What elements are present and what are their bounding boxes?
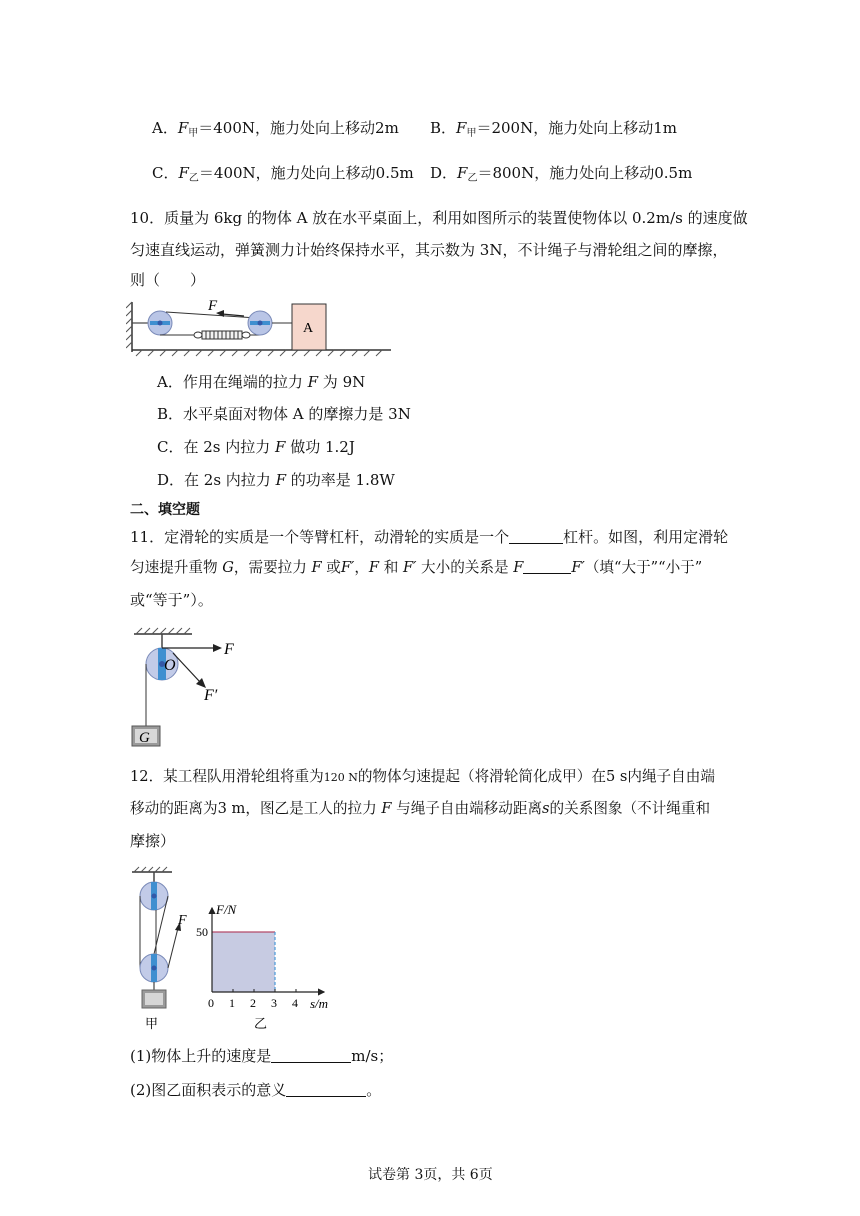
q11-figure-force2-label: F′ [204,687,218,704]
q9-option-a: A．$F_甲=400N$，施力处向上移动2m [152,119,399,139]
q11-stem-line2: 匀速提升重物 G，需要拉力 F 或F′，F 和 F′ 大小的关系是 F F′（填“大于”“小于” [130,559,703,576]
q10-stem-line3: 则（ ） [130,271,206,289]
q12-figure-force-label: F [178,913,187,928]
q10-stem-line1: 10．质量为 6kg 的物体 A 放在水平桌面上，利用如图所示的装置使物体以 0.2m/s 的速度做 [130,209,748,227]
q12-blank-1[interactable] [271,1048,351,1063]
q10-figure-block-label: A [303,321,314,336]
q12-figure-label-jia: 甲 [145,1017,159,1032]
chart-y-tick-label: 50 [196,925,208,939]
chart-y-label: F/N [216,902,237,917]
chart-x-tick-label: 2 [250,996,256,1010]
q10-stem-line2: 匀速直线运动，弹簧测力计始终保持水平，其示数为 3N，不计绳子与滑轮组之间的摩擦， [130,241,728,259]
q12-stem-line2: 移动的距离为3 m，图乙是工人的拉力 F 与绳子自由端移动距离s的关系图象（不计绳重和 [130,800,711,817]
q12-figure-label-yi: 乙 [254,1017,268,1032]
q9-option-b: B．$F_甲=200N$，施力处向上移动1m [430,119,677,139]
q11-figure-pivot-label: O [164,657,176,674]
chart-x-tick-label: 1 [229,996,235,1010]
q12-subquestion-1: (1)物体上升的速度是 m/s； [130,1047,394,1065]
chart-x-tick-label: 0 [208,996,214,1010]
q12-force-distance-chart [196,896,346,1036]
q11-figure-weight-label: G [139,730,150,746]
q12-pulley-system-figure [128,866,198,1032]
q10-option-a: A．作用在绳端的拉力 F 为 9N [157,373,366,391]
q11-stem-line3: 或“等于”）。 [130,591,213,609]
chart-x-tick-label: 3 [271,996,277,1010]
q11-fixed-pulley-figure [126,626,256,750]
chart-area-fill [212,932,275,992]
q12-stem-line1: 12．某工程队用滑轮组将重为120 N的物体匀速提起（将滑轮简化成甲）在5 s内绳子自由端 [130,768,715,785]
q12-subquestion-2: (2)图乙面积表示的意义 。 [130,1081,382,1099]
q10-pulley-figure [126,296,396,360]
q10-figure-force-label: F [208,298,218,314]
section-title-fill-blank: 二、填空题 [130,502,200,518]
q10-option-c: C．在 2s 内拉力 F 做功 1.2J [157,438,355,456]
q10-option-d: D．在 2s 内拉力 F 的功率是 1.8W [157,471,395,489]
q9-option-d: D．$F_乙=800N$，施力处向上移动0.5m [430,164,693,184]
q11-blank-2[interactable] [523,559,571,574]
q9-option-c: C．$F_乙=400N$，施力处向上移动0.5m [152,164,414,184]
q11-blank-1[interactable] [509,529,563,544]
chart-y-ticks [196,925,208,939]
q11-stem-line1: 11．定滑轮的实质是一个等臂杠杆，动滑轮的实质是一个 杠杆。如图，利用定滑轮 [130,528,729,546]
chart-x-label: s/m [310,996,329,1011]
q10-option-b: B．水平桌面对物体 A 的摩擦力是 3N [157,405,411,423]
q11-figure-force-label: F [224,641,234,658]
q12-blank-2[interactable] [286,1082,366,1097]
page-footer: 试卷第 3页，共 6页 [368,1167,493,1183]
chart-x-tick-label: 4 [292,996,298,1010]
q12-stem-line3: 摩擦） [130,832,176,850]
